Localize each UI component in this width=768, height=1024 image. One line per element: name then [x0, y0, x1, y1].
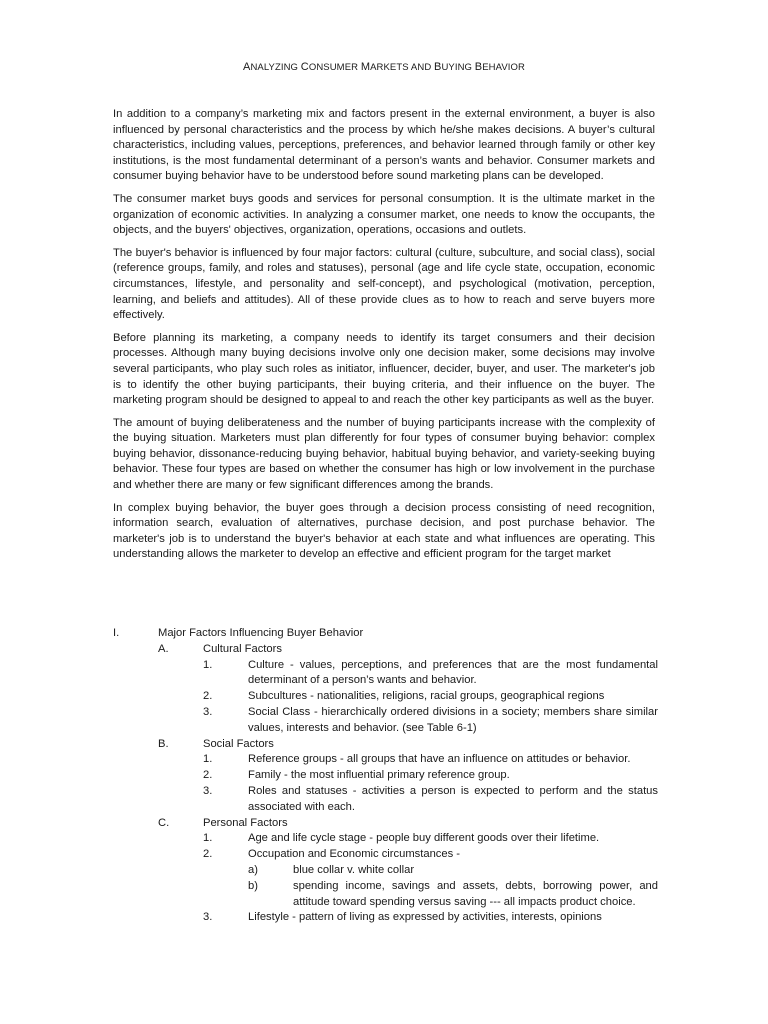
outline-item [113, 863, 658, 879]
document-title: ANALYZING CONSUMER MARKETS AND BUYING BEHAVIOR [243, 61, 525, 73]
outline-item [113, 737, 658, 753]
paragraph-4: Before planning its marketing, a company needs to identify its target consumers and their decision processes. Although many buying decisions involve only one decision maker, some decisions may involve several participants, who play such roles as initiator, influencer, decider, buyer, and user. The marketer's job is to identify the other buying participants, their buying criteria, and their influence on the buyer. The marketing program should be designed to appeal to and reach the other key participants as well as the buyer. [113, 331, 655, 407]
outline-item [113, 689, 658, 705]
outline-text: Social Factors [203, 737, 274, 750]
outline-text: Social Class - hierarchically ordered divisions in a society; members share similar values, interests and behavior. (see Table 6-1) [248, 705, 658, 734]
outline-text: blue collar v. white collar [293, 863, 415, 876]
paragraph-2: The consumer market buys goods and services for personal consumption. It is the ultimate market in the organization of economic activities. In analyzing a consumer market, one needs to know the occupants, the objects, and the buyers' objectives, organization, operations, occasions and outlets. [113, 192, 655, 237]
outline-text: spending income, savings and assets, debts, borrowing power, and attitude toward spending versus saving --- all impacts product choice. [293, 879, 658, 908]
outline-item [113, 705, 658, 737]
paragraph-1: In addition to a company’s marketing mix and factors present in the external environment, a buyer is also influenced by personal characteristics and the process by which he/she makes decisions. A buyer’s cultural characteristics, including values, perceptions, preferences, and behavior learned through family or other key institutions, is the most fundamental determinant of a person’s wants and behavior. Consumer markets and consumer buying behavior have to be understood before sound marketing plans can be developed. [113, 108, 655, 183]
outline-label: 3. [203, 705, 213, 718]
outline-label: C. [158, 816, 170, 829]
outline-label: 2. [203, 848, 213, 861]
paragraph-3: The buyer's behavior is influenced by four major factors: cultural (culture, subculture, and social class), social (reference groups, family, and roles and statuses), personal (age and life cycle state, occupation, economic circumstances, lifestyle, and personality and self-concept), and psychological (motivation, perception, learning, and beliefs and attitudes). All of these provide clues as to how to reach and serve buyers more effectively. [113, 246, 655, 322]
outline-item [113, 768, 658, 784]
outline-label: 1. [203, 832, 213, 845]
outline-item [113, 658, 658, 690]
outline-label: 2. [203, 690, 213, 703]
outline-item [113, 879, 658, 911]
outline-label: 3. [203, 784, 213, 797]
outline-label: 2. [203, 769, 213, 782]
outline-item [113, 831, 658, 847]
outline-text: Family - the most influential primary reference group. [248, 769, 510, 782]
outline-label: b) [248, 879, 258, 892]
outline-item [113, 784, 658, 816]
outline-label: 1. [203, 658, 213, 671]
outline-text: Major Factors Influencing Buyer Behavior [158, 627, 364, 639]
outline-label: 3. [203, 911, 213, 924]
outline-item [113, 816, 658, 832]
outline-text: Subcultures - nationalities, religions, racial groups, geographical regions [248, 690, 605, 703]
outline-text: Culture - values, perceptions, and preferences that are the most fundamental determinant of a person’s wants and behavior. [248, 658, 658, 687]
outline-label: B. [158, 737, 169, 750]
outline-label: A. [158, 642, 169, 655]
outline-text: Age and life cycle stage - people buy different goods over their lifetime. [248, 832, 600, 845]
outline-text: Reference groups - all groups that have an influence on attitudes or behavior. [248, 753, 631, 766]
outline-item [113, 910, 658, 926]
outline-item [113, 847, 658, 863]
outline-text: Cultural Factors [203, 642, 282, 655]
body-text [113, 107, 655, 570]
outline-text: Lifestyle - pattern of living as expressed by activities, interests, opinions [248, 911, 602, 924]
outline-text: Occupation and Economic circumstances - [248, 848, 461, 861]
outline-text: Personal Factors [203, 816, 288, 829]
outline-label: I. [113, 627, 120, 639]
outline-item [113, 642, 658, 658]
outline-list [113, 626, 658, 926]
outline-label: 1. [203, 753, 213, 766]
outline-item [113, 752, 658, 768]
paragraph-6: In complex buying behavior, the buyer goes through a decision process consisting of need recognition, information search, evaluation of alternatives, purchase decision, and post purchase behavior. The marketer's job is to understand the buyer's behavior at each state and what influences are operating. This understanding allows the marketer to develop an effective and efficient program for the target market [113, 501, 655, 561]
outline-label: a) [248, 863, 258, 876]
outline-text: Roles and statuses - activities a person is expected to perform and the status associated with each. [248, 784, 658, 813]
outline-item [113, 626, 658, 642]
paragraph-5: The amount of buying deliberateness and the number of buying participants increase with the complexity of the buying situation. Marketers must plan differently for four types of consumer buying behavior: complex buying behavior, dissonance-reducing buying behavior, habitual buying behavior, and variety-seeking buying behavior. These four types are based on whether the consumer has high or low involvement in the purchase and whether there are many or few significant differences among the brands. [113, 416, 655, 492]
